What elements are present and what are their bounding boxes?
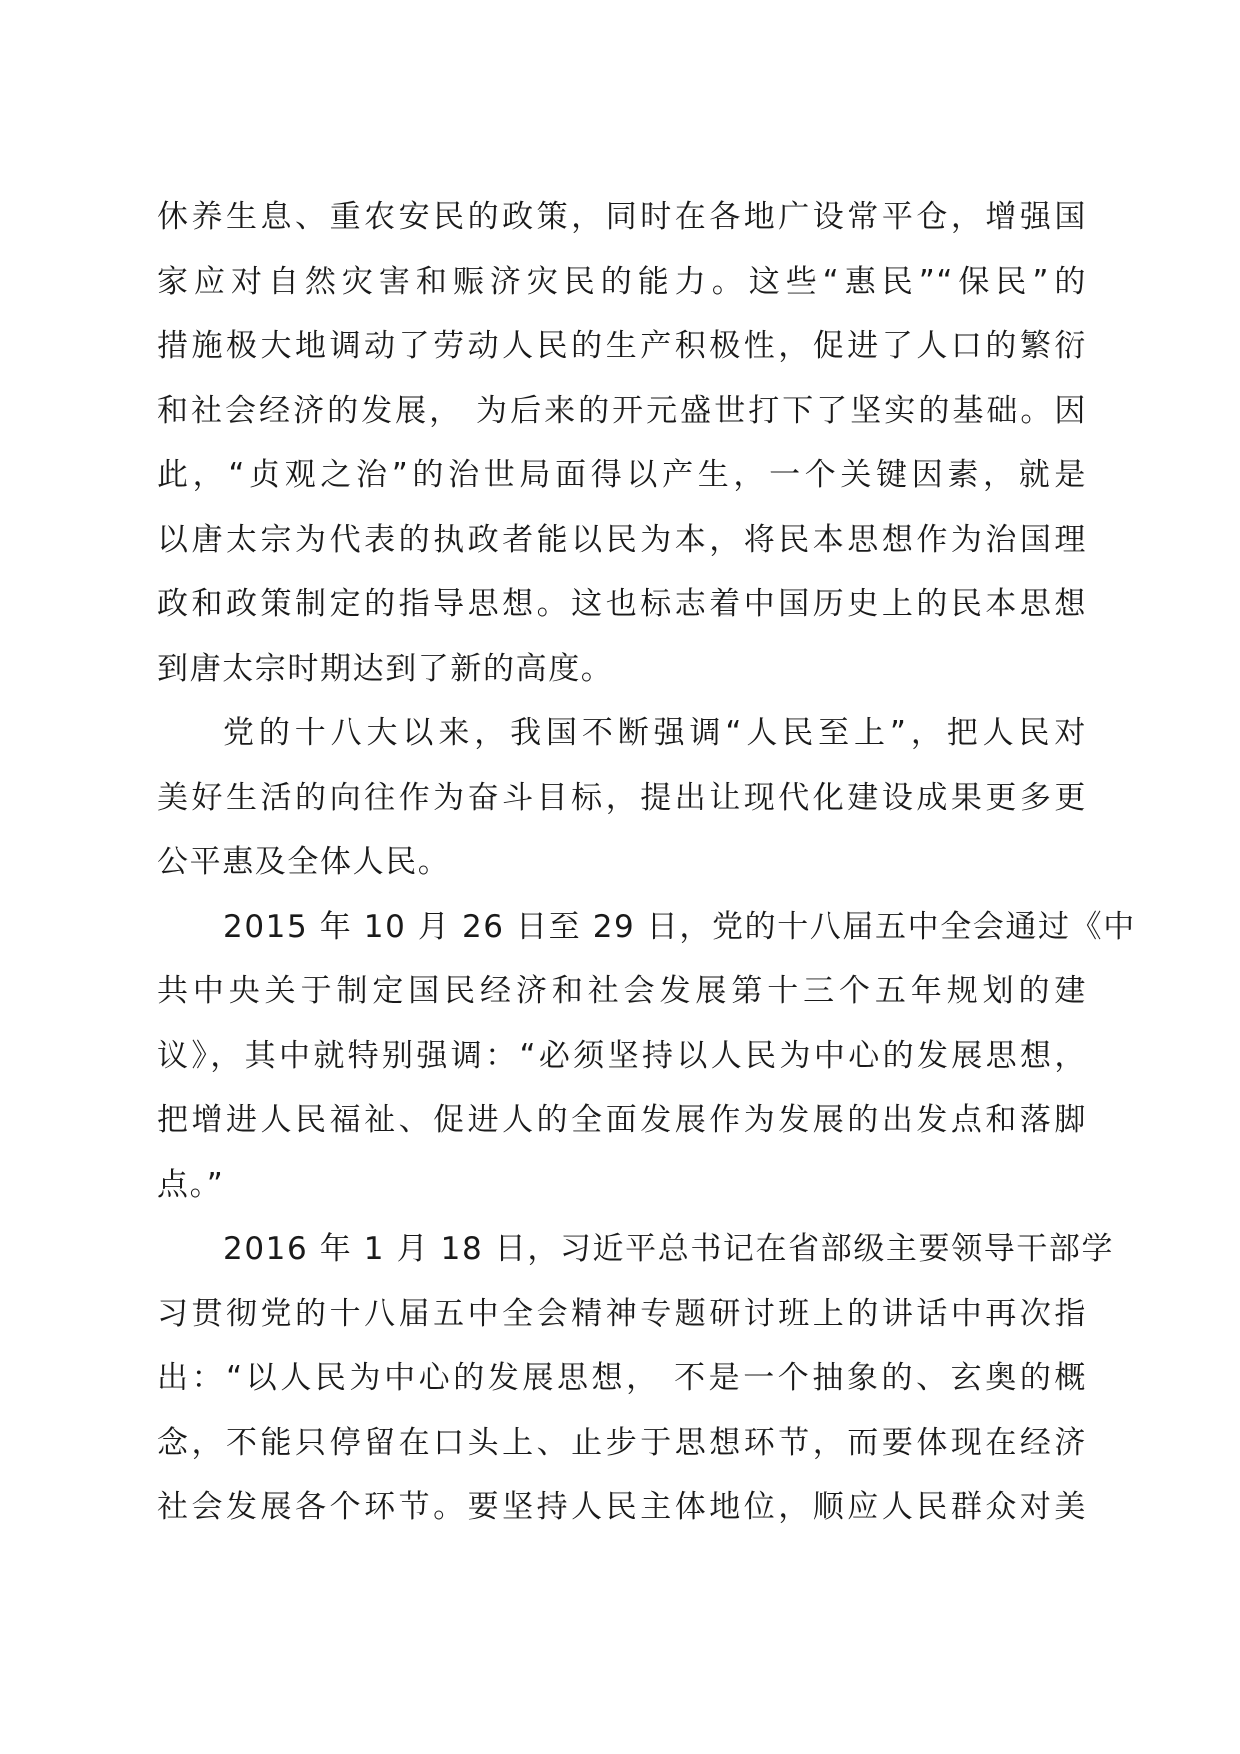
paragraph-2 (157, 701, 1087, 895)
text-line: 公平惠及全体人民。 (157, 844, 451, 880)
paragraph-4 (157, 1217, 1115, 1540)
text-line: 点。” (157, 1166, 225, 1203)
text-line: 措施极大地调动了劳动人民的生产积极性，促进了人口的繁衍 (157, 328, 1087, 364)
text-line: 休养生息、重农安民的政策，同时在各地广设常平仓，增强国 (157, 199, 1087, 235)
text-line: 党的十八大以来，我国不断强调“人民至上”，把人民对 (223, 715, 1087, 751)
text-line: 此，“贞观之治”的治世局面得以产生，一个关键因素，就是 (157, 457, 1087, 493)
paragraph-3 (157, 895, 1136, 1218)
text-line: 出：“以人民为中心的发展思想， 不是一个抽象的、玄奥的概 (157, 1360, 1087, 1396)
text-line: 2016 年 1 月 18 日，习近平总书记在省部级主要领导干部学 (223, 1231, 1115, 1267)
text-line: 以唐太宗为代表的执政者能以民为本，将民本思想作为治国理 (157, 521, 1087, 558)
text-line: 把增进人民福祉、促进人的全面发展作为发展的出发点和落脚 (157, 1102, 1087, 1138)
text-line: 习贯彻党的十八届五中全会精神专题研讨班上的讲话中再次指 (157, 1295, 1087, 1332)
text-line: 到唐太宗时期达到了新的高度。 (157, 650, 614, 687)
text-line: 共中央关于制定国民经济和社会发展第十三个五年规划的建 (157, 973, 1087, 1009)
text-line: 美好生活的向往作为奋斗目标，提出让现代化建设成果更多更 (157, 779, 1087, 816)
text-line: 家应对自然灾害和赈济灾民的能力。这些“惠民”“保民”的 (157, 263, 1087, 300)
text-line: 议》，其中就特别强调：“必须坚持以人民为中心的发展思想， (157, 1037, 1087, 1074)
text-line: 社会发展各个环节。要坚持人民主体地位，顺应人民群众对美 (157, 1489, 1087, 1525)
document-body (157, 185, 1136, 1540)
text-line: 念，不能只停留在口头上、止步于思想环节，而要体现在经济 (157, 1424, 1087, 1461)
text-line: 2015 年 10 月 26 日至 29 日，党的十八届五中全会通过《中 (223, 908, 1136, 945)
paragraph-1 (157, 185, 1087, 701)
text-line: 和社会经济的发展， 为后来的开元盛世打下了坚实的基础。因 (157, 392, 1087, 429)
text-line: 政和政策制定的指导思想。这也标志着中国历史上的民本思想 (157, 586, 1087, 622)
